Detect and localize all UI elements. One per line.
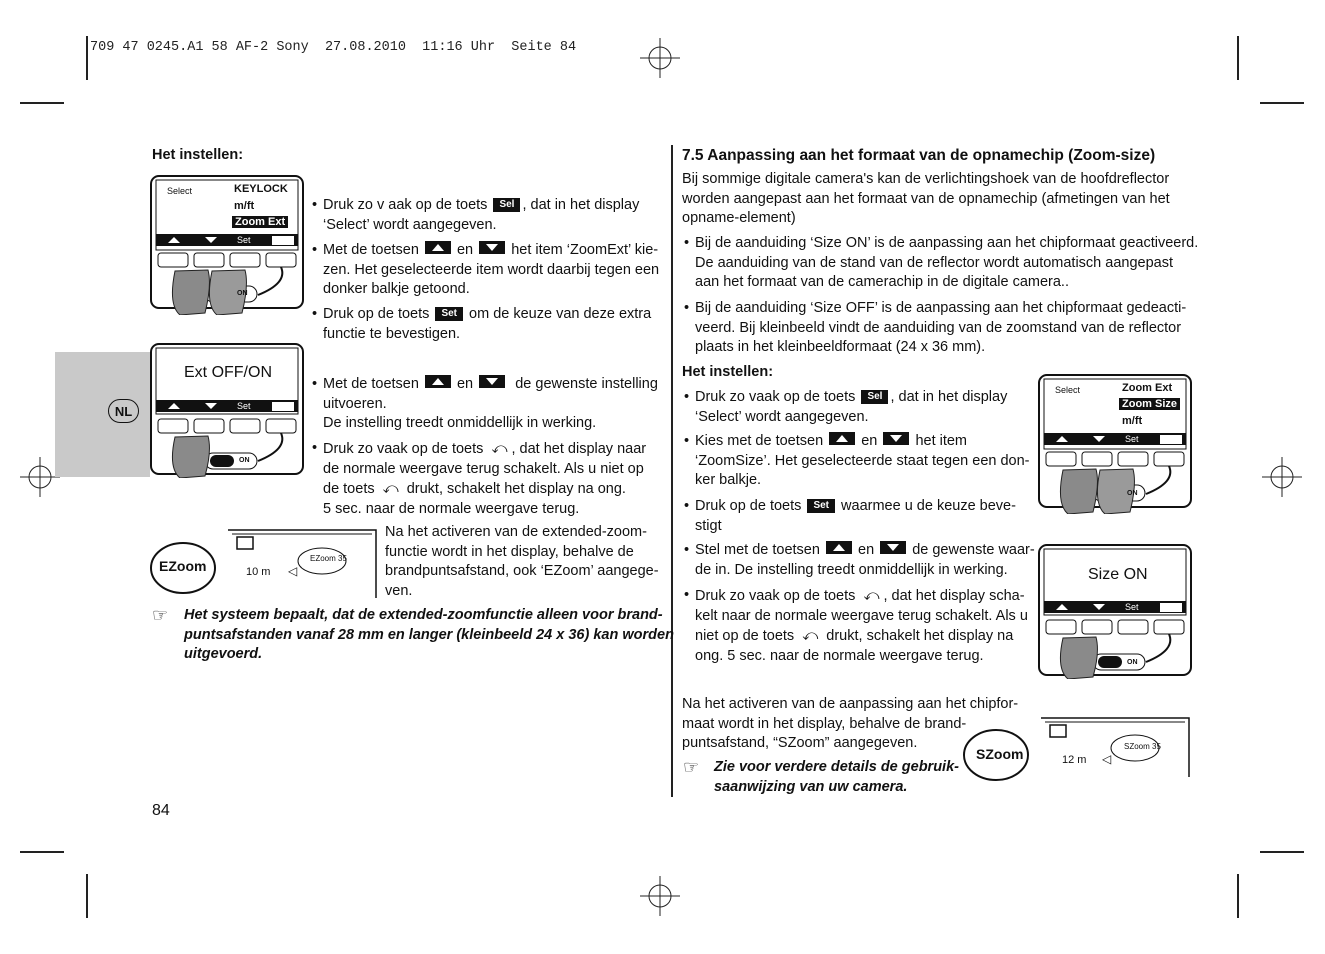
up-key-icon <box>425 241 451 254</box>
bullet-b1: • Druk zo v aak op de toets Sel , dat in het display ‘Select’ wordt aangegeven. <box>312 197 640 233</box>
bullet-r4: • Kies met de toetsen en het item ‘ZoomSize’. Het geselecteerde staat tegen een don- ker balkje. <box>684 433 1030 488</box>
print-header: 709 47 0245.A1 58 AF-2 Sony 27.08.2010 11:16 Uhr Seite 84 <box>90 40 577 55</box>
crop-mark <box>1260 102 1304 104</box>
left-heading: Het instellen: <box>152 147 244 163</box>
bullet-r5: • Druk op de toets Set waarmee u de keuze beve- stigt <box>684 498 1016 534</box>
device2-set: Set <box>237 401 251 411</box>
return-key-icon: ⤺ <box>491 440 508 457</box>
up-key-icon <box>829 432 855 445</box>
speaker-icon: ◁ <box>1102 752 1112 766</box>
return-key-icon: ⤺ <box>802 627 819 644</box>
left-paragraph: Na het activeren van de extended-zoom- functie wordt in het display, behalve de brandpuntsafstand, ook ‘EZoom’ aangege- ven. <box>385 524 659 599</box>
flash-device-select-keylock <box>150 175 305 315</box>
device3-select-label: Select <box>1055 385 1081 395</box>
registration-mark-right <box>1262 457 1302 497</box>
device3-mft: m/ft <box>1122 415 1143 427</box>
set-key: Set <box>807 499 835 513</box>
left-note: Het systeem bepaalt, dat de extended-zoomfunctie alleen voor brand- puntsafstanden vanaf 28 mm en langer (kleinbeeld 24 x 36) kan worden uitgevoerd. <box>184 607 674 662</box>
bullet-r2: • Bij de aanduiding ‘Size OFF’ is de aanpassing aan het chipformaat gedeacti- veerd. Bij kleinbeeld vindt de aanduiding van de zoomstand van de reflector plaats in het kleinbeeldformaat (24 x 36 mm). <box>684 300 1187 355</box>
device2-on: ON <box>239 457 250 464</box>
device3-set: Set <box>1125 434 1139 444</box>
sel-key: Sel <box>861 390 888 404</box>
speaker-icon: ◁ <box>288 564 298 578</box>
pointing-hand-icon: ☞ <box>683 757 700 777</box>
crop-mark <box>20 851 64 853</box>
right-note: Zie voor verdere details de gebruik- saanwijzing van uw camera. <box>714 759 959 795</box>
bullet-r6: • Stel met de toetsen en de gewenste waar- de in. De instelling treedt onmiddellijk in werking. <box>684 542 1035 578</box>
page-number: 84 <box>152 802 170 819</box>
registration-mark-left <box>20 457 60 497</box>
return-key-icon: ⤺ <box>863 587 880 604</box>
language-badge: NL <box>108 399 139 423</box>
down-key-icon <box>883 432 909 445</box>
bullet-b4: • Met de toetsen en de gewenste instelling uitvoeren. De instelling treedt onmiddellijk in werking. <box>312 376 658 431</box>
bullet-b3: • Druk op de toets Set om de keuze van deze extra functie te bevestigen. <box>312 306 652 342</box>
down-key-icon <box>479 241 505 254</box>
device1-set: Set <box>237 235 251 245</box>
szoom-indicator: SZoom 35 <box>1124 742 1161 751</box>
device1-select-label: Select <box>167 186 193 196</box>
crop-mark <box>86 874 88 918</box>
right-subheading: Het instellen: <box>682 364 774 380</box>
return-key-icon: ⤺ <box>382 480 399 497</box>
szoom-badge: SZoom <box>976 746 1024 762</box>
registration-mark-top <box>640 38 680 78</box>
bullet-r1: • Bij de aanduiding ‘Size ON’ is de aanpassing aan het chipformaat geactiveerd. De aanduiding van de stand van de reflector wordt automatisch aangepast aan het formaat van de camerachip in de digitale camera.. <box>684 235 1199 290</box>
device2-display-text: Ext OFF/ON <box>184 364 272 381</box>
column-divider <box>671 145 673 797</box>
device1-zoomext: Zoom Ext <box>232 216 288 228</box>
ezoom-indicator: EZoom 35 <box>310 554 347 563</box>
registration-mark-bottom <box>640 876 680 916</box>
flash-device-select-zoomsize <box>1038 374 1193 514</box>
device3-zoomsize: Zoom Size <box>1119 398 1180 410</box>
sel-key: Sel <box>493 198 520 212</box>
flash-device-size-on <box>1038 544 1193 679</box>
bullet-b2: • Met de toetsen en het item ‘ZoomExt’ kie- zen. Het geselecteerde item wordt daarbij tegen een donker balkje getoond. <box>312 242 660 297</box>
bullet-b5: • Druk zo vaak op de toets ⤺ , dat het display naar de normale weergave terug schakelt. Als u niet op de toets ⤺ drukt, schakelt het display na ong. 5 sec. naar de normale weergave terug. <box>312 440 647 517</box>
section-intro: Bij sommige digitale camera's kan de verlichtingshoek van de hoofdreflector worden aangepast aan het formaat van de opnamechip (afmetingen van het opname-element) <box>682 171 1170 226</box>
device3-zoomext: Zoom Ext <box>1122 382 1173 394</box>
set-key: Set <box>435 307 463 321</box>
section-heading: 7.5 Aanpassing aan het formaat van de opnamechip (Zoom-size) <box>682 147 1156 164</box>
device1-on: ON <box>237 290 248 297</box>
device4-set: Set <box>1125 602 1139 612</box>
up-key-icon <box>826 541 852 554</box>
bullet-r3: • Druk zo vaak op de toets Sel , dat in het display ‘Select’ wordt aangegeven. <box>684 389 1008 425</box>
ezoom-distance: 10 m <box>246 566 271 578</box>
device1-keylock: KEYLOCK <box>234 183 288 195</box>
ezoom-badge: EZoom <box>159 558 207 574</box>
device3-on: ON <box>1127 490 1138 497</box>
device4-on: ON <box>1127 659 1138 666</box>
down-key-icon <box>880 541 906 554</box>
pointing-hand-icon: ☞ <box>152 605 169 625</box>
crop-mark <box>86 36 88 80</box>
crop-mark <box>1237 36 1239 80</box>
crop-mark <box>1260 851 1304 853</box>
right-paragraph: Na het activeren van de aanpassing aan het chipfor- maat wordt in het display, behalve de brand- puntsafstand, “SZoom” aangegeven. <box>682 696 1019 751</box>
bullet-r7: • Druk zo vaak op de toets ⤺ , dat het display scha- kelt naar de normale weergave terug schakelt. Als u niet op de toets ⤺ drukt, schakelt het display na ong. 5 sec. naar de normale weergave terug. <box>684 587 1028 664</box>
szoom-distance: 12 m <box>1062 754 1087 766</box>
device1-mft: m/ft <box>234 200 255 212</box>
up-key-icon <box>425 375 451 388</box>
down-key-icon <box>479 375 505 388</box>
device4-display-text: Size ON <box>1088 566 1148 583</box>
crop-mark <box>1237 874 1239 918</box>
crop-mark <box>20 102 64 104</box>
